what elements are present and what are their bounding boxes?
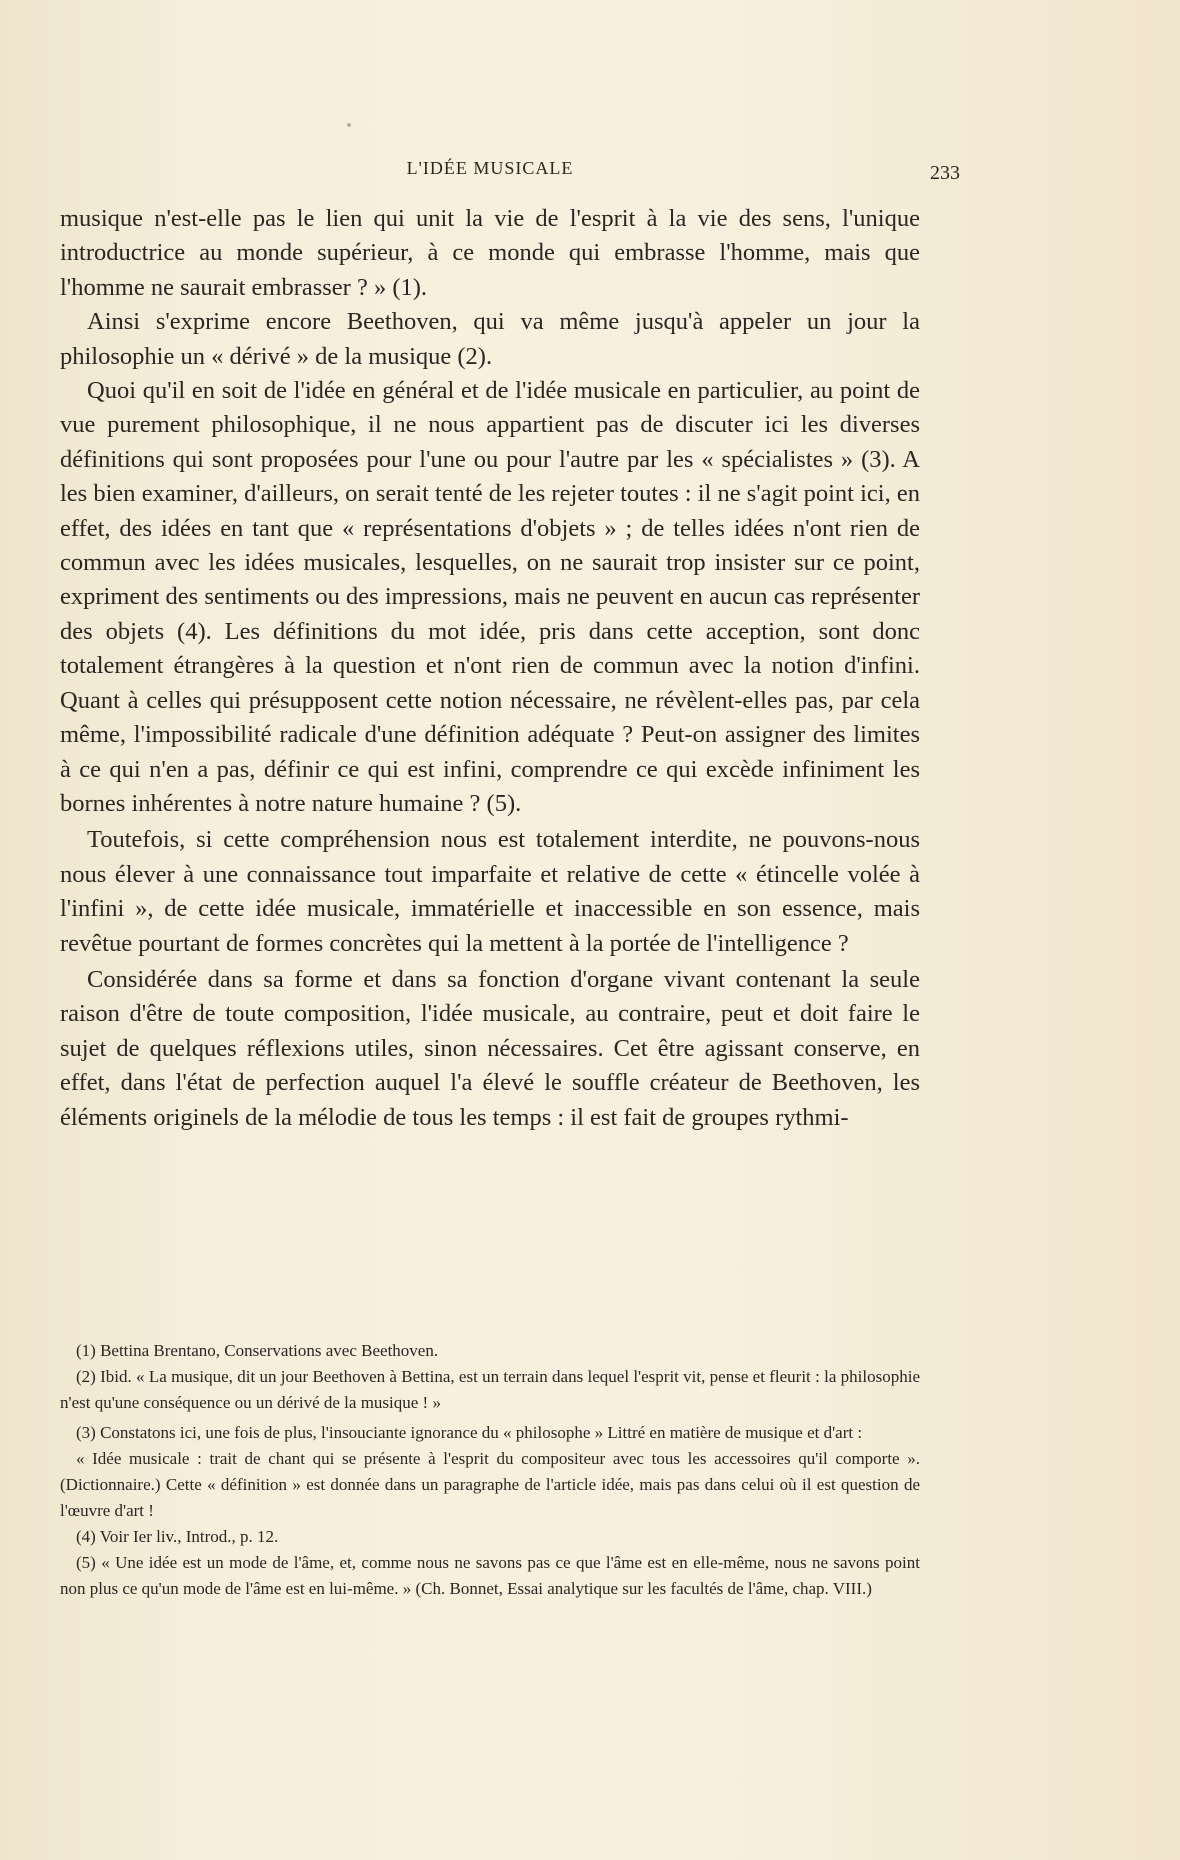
running-title: L'IDÉE MUSICALE [406,158,574,178]
footnote-3: (3) Constatons ici, une fois de plus, l'insouciante ignorance du « philosophe » Littré en matière de musique et d'art : [76,1423,863,1442]
footnotes [60,1338,920,1602]
paragraph-beethoven-quote: Ainsi s'exprime encore Beethoven, qui va même jusqu'à appeler un jour la philosophie un « dérivé » de la musique (2). [60,308,920,370]
paragraph-comprehension: Toutefois, si cette compréhension nous est totalement interdite, ne pouvons-nous nous élever à une connaissance tout imparfaite et relative de cette « étincelle volée à l'infini », de cette idée musicale, immatérielle et inaccessible en son essence, mais revêtue pourtant de formes concrètes qui la mettent à la portée de l'intelligence ? [60,826,920,957]
page-number: 233 [930,162,960,184]
running-head [60,158,960,188]
paragraph-definitions: Quoi qu'il en soit de l'idée en général et de l'idée musicale en particulier, au point de vue purement philosophique, il ne nous appartient pas de discuter ici les diverses définitions qui sont proposées pour l'une ou pour l'autre par les « spécialistes » (3). A les bien examiner, d'ailleurs, on serait tenté de les rejeter toutes : il ne s'agit point ici, en effet, des idées en tant que « représentations d'objets » ; de telles idées n'ont rien de commun avec les idées musicales, lesquelles, on ne saurait trop insister sur ce point, expriment des sentiments ou des impressions, mais ne peuvent en aucun cas représenter des objets (4). Les définitions du mot idée, pris dans cette acception, sont donc totalement étrangères à la question et n'ont rien de commun avec la notion d'infini. Quant à celles qui présupposent cette notion nécessaire, ne révèlent-elles pas, par cela même, l'impossibilité radicale d'une définition adéquate ? Peut-on assigner des limites à ce qui n'en a pas, définir ce qui est infini, comprendre ce qui excède infiniment les bornes inhérentes à notre nature humaine ? (5). [60,377,920,817]
paper-speck [347,123,351,127]
footnote-4: (4) Voir Ier liv., Introd., p. 12. [76,1527,279,1546]
footnote-3-quote: « Idée musicale : trait de chant qui se présente à l'esprit du compositeur avec tous les accessoires qu'il comporte ». (Dictionnaire.) Cette « définition » est donnée dans un paragraphe de l'article idée, mais pas dans celui où il est question de l'œuvre d'art ! [60,1449,920,1520]
footnote-5: (5) « Une idée est un mode de l'âme, et, comme nous ne savons pas ce que l'âme est en elle-même, nous ne savons point non plus ce qu'un mode de l'âme est en lui-même. » (Ch. Bonnet, Essai analytique sur les facultés de l'âme, chap. VIII.) [60,1553,920,1598]
footnote-1: (1) Bettina Brentano, Conservations avec Beethoven. [76,1341,439,1360]
body-text [60,202,920,1135]
paragraph-continuation: musique n'est-elle pas le lien qui unit la vie de l'esprit à la vie des sens, l'unique introductrice au monde supérieur, à ce monde qui embrasse l'homme, mais que l'homme ne saurait embrasser ? » (1). [60,205,920,301]
footnote-2: (2) Ibid. « La musique, dit un jour Beethoven à Bettina, est un terrain dans lequel l'esprit vit, pense et fleurit : la philosophie n'est qu'une conséquence ou un dérivé de la musique ! » [60,1367,920,1412]
paragraph-form-function: Considérée dans sa forme et dans sa fonction d'organe vivant contenant la seule raison d'être de toute composition, l'idée musicale, au contraire, peut et doit faire le sujet de quelques réflexions utiles, sinon nécessaires. Cet être agissant conserve, en effet, dans l'état de perfection auquel l'a élevé le souffle créateur de Beethoven, les éléments originels de la mélodie de tous les temps : il est fait de groupes rythmi- [60,965,920,1131]
